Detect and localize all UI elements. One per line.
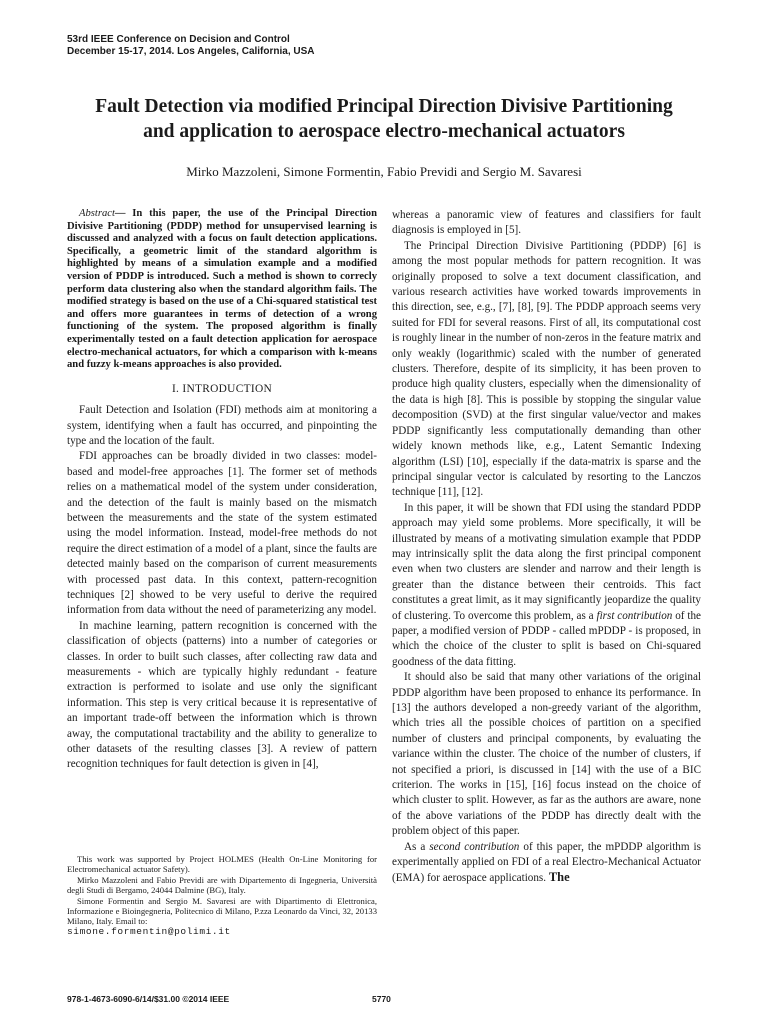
second-contribution-emphasis: second contribution (429, 840, 520, 853)
abstract-dash: — (114, 208, 133, 219)
intro-paragraph-3: In machine learning, pattern recognition is concerned with the classification of objects (patterns) into a number of categories or classes. In order to built such classes, after collecting raw data and measurements - which are typically highly redundant - feature extraction is performed to isolate and use only the significant information. This step is very critical because it is representative of an important trade-off between the information which is thrown away, the computational tractability and the ability to generalize to other datasets of the resulting classes [3]. A review of pattern recognition techniques for fault detection is given in [4], (67, 619, 377, 771)
right-paragraph-5 (392, 840, 701, 887)
footnote-affiliation-bergamo: Mirko Mazzoleni and Fabio Previdi are with Dipartemento di Ingegneria, Università degli Studi di Bergamo, 24044 Dalmine (BG), Italy. (67, 874, 377, 896)
continued-bold-word: The (548, 870, 570, 885)
abstract-label: Abstract (79, 208, 115, 219)
abstract (67, 208, 377, 372)
right-paragraph-1: whereas a panoramic view of features and classifiers for fault diagnosis is employed in [5]. (392, 209, 701, 237)
paper-authors: Mirko Mazzoleni, Simone Formentin, Fabio Previdi and Sergio M. Savaresi (186, 164, 582, 179)
right-paragraph-3-part-a: In this paper, it will be shown that FDI using the standard PDDP approach may yield some problems. More specifically, it will be illustrated by means of a motivating simulation example that PDDP may intrinsically split the data along the first principal component even when two clusters are slender and narrow and their length is greater than the distance between their centroids. This fact constitutes a great limit, as it may significantly jeopardize the quality of clustering. To overcome this problem, as a (392, 501, 701, 622)
intro-paragraph-2: FDI approaches can be broadly divided in two classes: model-based and model-free approaches [1]. The former set of methods relies on a mathematical model of the system under consideration, and the detection of the fault is mainly based on the mismatch between the measurements and the state of the system estimated using the model information. Instead, model-free methods do not require the direct estimation of a model of a plant, since the faults are detected mainly based on the comparison of current measurements with processed past data. In this context, pattern-recognition techniques [2] showed to be very useful to derive the required information from data without the need of parameterizing any model. (67, 450, 377, 617)
conference-name: 53rd IEEE Conference on Decision and Control (67, 34, 290, 45)
title-line-2: and application to aerospace electro-mechanical actuators (143, 121, 625, 142)
page-number: 5770 (372, 994, 391, 1004)
right-paragraph-5-part-a: As a (404, 840, 430, 853)
right-column (392, 208, 701, 887)
right-paragraph-4: It should also be said that many other variations of the original PDDP algorithm have been proposed to enhance its performance. In [13] the authors developed a non-greedy variant of the algorithm, which tries all the possible choices of partition on a specified number of clusters and principal components, by evaluating the variance within the cluster. The choice of the number of clusters, if not specified a priori, is discussed in [14] with the use of a BIC criterion. The works in [15], [16] focus instead on the choice of which cluster to split. However, as far as the authors are aware, none of the above variations of the PDDP has directly dealt with the problem object of this paper. (392, 671, 701, 838)
conference-date-location: December 15-17, 2014. Los Angeles, California, USA (67, 46, 315, 57)
abstract-text: In this paper, the use of the Principal Direction Divisive Partitioning (PDDP) method for unsupervised learning is discussed and analyzed with a focus on fault detection applications. Specifically, a geometric limit of the standard algorithm is highlighted by means of a simulation example and a modified version of PDDP is introduced. Such a method is shown to correcly perform data clustering also when the standard algorithm fails. The modified strategy is based on the use of a Chi-squared statistical test and offers more guarantees in terms of detection of a wrong functioning of the system. The proposed algorithm is finally experimentally tested on a fault detection application for aerospace electro-mechanical actuators, for which a comparison with k-means and fuzzy k-means approaches is also provided. (67, 208, 377, 371)
contact-email[interactable]: simone.formentin@polimi.it (67, 925, 231, 937)
title-line-1: Fault Detection via modified Principal Direction Divisive Partitioning (95, 96, 673, 117)
footnotes (67, 854, 377, 937)
left-column (67, 208, 377, 773)
footnote-funding: This work was supported by Project HOLMES (Health On-Line Monitoring for Electromechanical actuator Safety). (67, 854, 377, 875)
paper-title (40, 94, 728, 144)
right-paragraph-2: The Principal Direction Divisive Partitioning (PDDP) [6] is among the most popular methods for pattern recognition. It was originally proposed to solve a text document classification, and various research activities have worked towards improvements in this direction, see, e.g., [7], [8], [9]. The PDDP approach seems very suited for FDI for several reasons. First of all, its computational cost is roughly linear in the number of non-zeros in the feature matrix and only weakly (logarithmic) scaled with the number of generated clusters. Therefore, despite of its simplicity, it has been proven to produce high quality clusters, especially when the dimensionality of the data is high [8]. This is possible by stopping the singular value decomposition (SVD) at the first singular value/vector and makes PDDP significantly less computationally demanding than other widely known methods like, e.g., Latent Semantic Indexing algorithm (LSI) [10], especially if the data-matrix is sparse and the principal singular vector is calculated by resorting to the Lanczos technique [11], [12]. (392, 239, 701, 499)
section-heading-introduction: I. INTRODUCTION (171, 382, 273, 395)
footer-isbn-copyright: 978-1-4673-6090-6/14/$31.00 ©2014 IEEE (67, 994, 230, 1004)
right-paragraph-3 (392, 501, 701, 670)
intro-paragraph-1: Fault Detection and Isolation (FDI) methods aim at monitoring a system, identifying when a fault has occurred, and pinpointing the type and the location of the fault. (67, 404, 377, 447)
first-contribution-emphasis: first contribution (596, 609, 673, 622)
footnote-affiliation-polimi: Simone Formentin and Sergio M. Savaresi are with Dipartimento di Elettronica, Informazione e Bioingegneria, Politecnico di Milano, P.zza Leonardo da Vinci, 32, 20133 Milano, Italy. Email to: (67, 895, 377, 927)
right-paragraph-5-part-b: of this paper, the mPDDP algorithm is experimentally applied on FDI of a real Electro-Mechanical Actuator (EMA) for aerospace applications. (392, 840, 701, 885)
right-paragraph-3-part-b: of the paper, a modified version of PDDP - called mPDDP - is proposed, in which the choice of the cluster to split is based on Chi-squared goodness of the data fitting. (392, 609, 701, 668)
conference-header (67, 34, 315, 58)
